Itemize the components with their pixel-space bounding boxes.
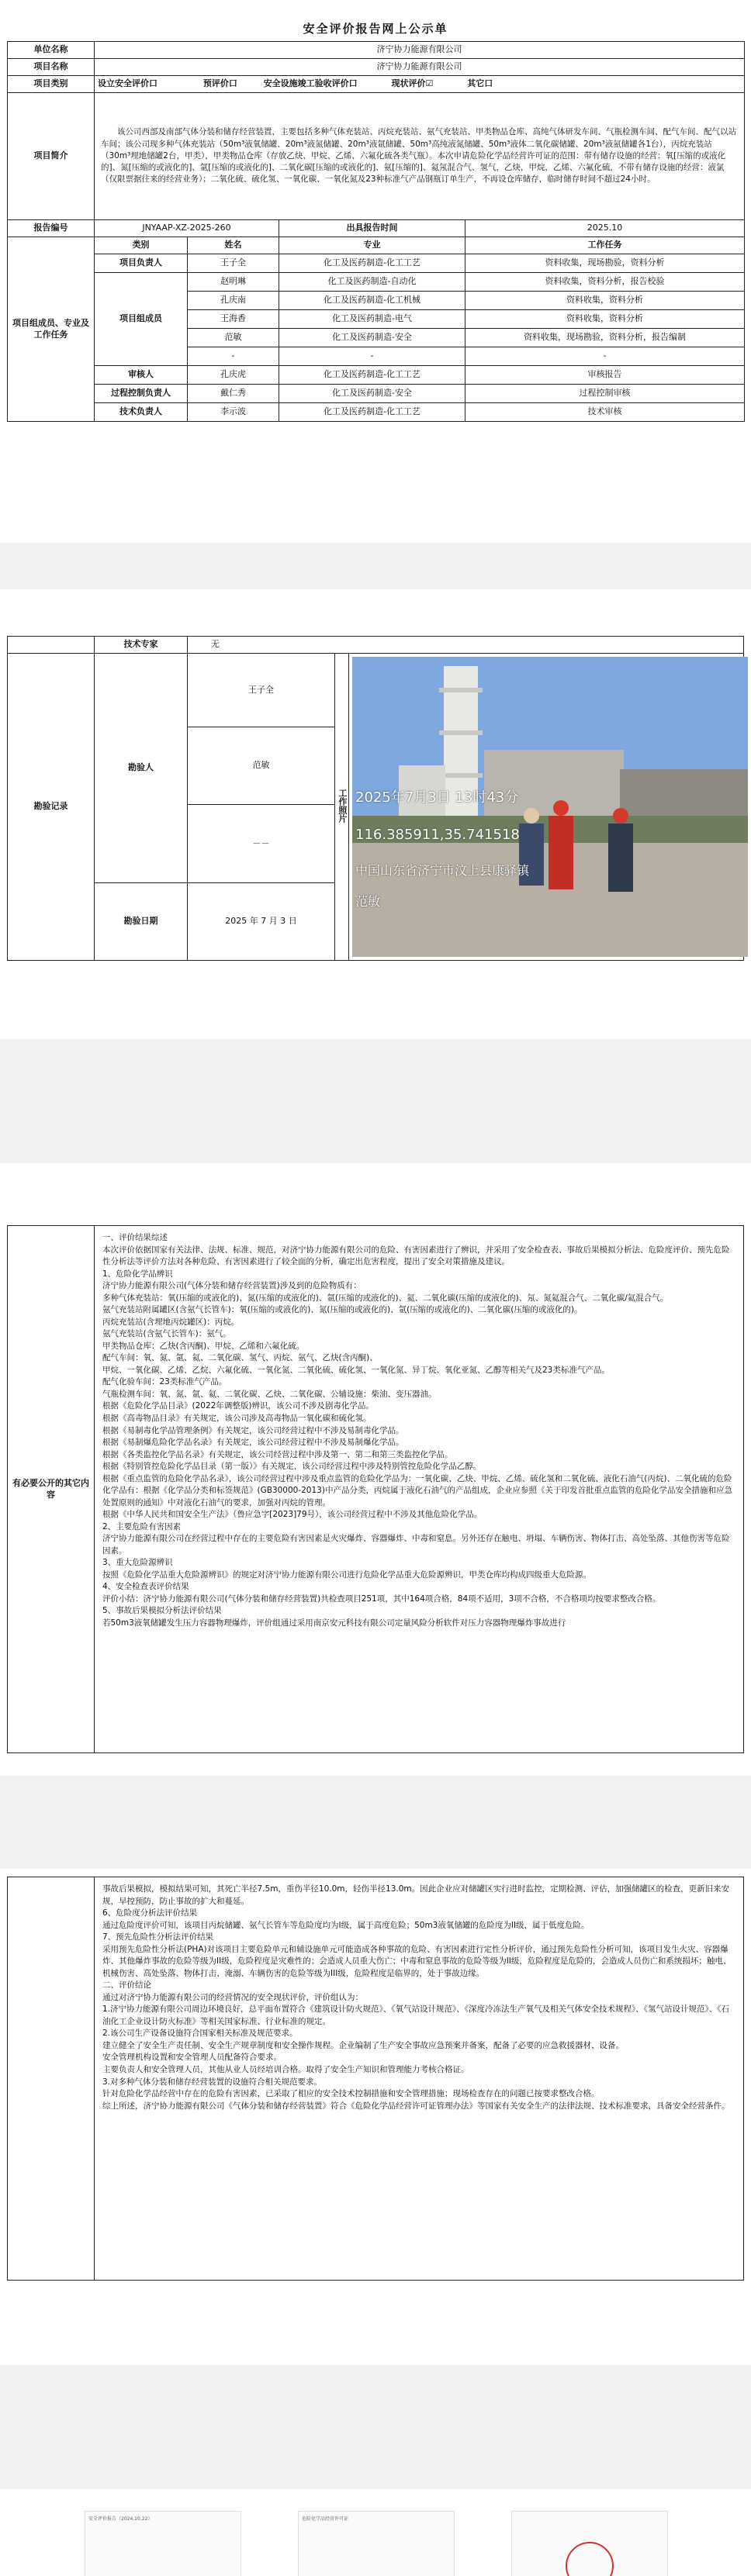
page-title: 安全评价报告网上公示单 bbox=[303, 22, 448, 36]
photo-person: 范敏 bbox=[355, 894, 381, 909]
staff-name: 李示波 bbox=[188, 403, 279, 422]
photo-time: 2025年7月3日 13时43分 bbox=[355, 789, 519, 806]
staff-task: 资料收集，现场勘验，资料分析，报告编制 bbox=[465, 329, 745, 347]
type-option: 安全设施竣工验收评价口 bbox=[263, 78, 358, 89]
staff-name: 孔庆南 bbox=[188, 292, 279, 310]
disclosure-paragraphs-continued: 事故后果模拟，模拟结果可知，其死亡半径7.5m，重伤半径10.0m，轻伤半径13.0m。因此企业应对储罐区实行进时监控，定期检测、评估，加强储罐区的检查，更新旧来安规，早控预防，防止事故的扩大和蔓延。 6、危险度分析法评价结果 通过危险度评价可知，该项目丙烷储罐、氨气长管车等危险度均为I级，属于高度危险；50m3液氧储罐的危险度为II级，属于低度危险。 7、预先危险性分析法评价结果 采用预先危险性分析法(PHA)对该项目主要危险单元和辅设施单元可能造成各种事故的危险、有害因素进行定性分析评价，通过预先危险性分析可知，该项目发生火灾、容器爆炸、其他爆炸事故的危险等级为II级，危险程度是灾难性的；会造成人员重大伤亡；中毒和窒息事故的危险等级为II级，危险程度是危险的，会造成人员伤亡和系统损坏；触电、机械伤害、高处坠落、物体打击、淹溺、车辆伤害的危险等级为III级，危险程度是临界的，处于事故边缘。 二、评价结论 通过对济宁协力能源有限公司的经营情况的安全现状评价，评价组认为： 1.济宁协力能源有限公司周边环境良好，总平面布置符合《建筑设计防火规范》、《氧气站设计规范》、《深度冷冻法生产氧气及相关气体安全技术规程》、《氢气站设计规范》、《石油化工企业设计防火标准》等相关国家标准、行业标准的规定。 2.该公司生产设备设施符合国家相关标准及规范要求。 建立健全了安全生产责任制、安全生产规章制度和安全操作规程。企业编制了生产安全事故应急预案并备案，配备了必要的应急救援器材、设备。 安全管理机构设置和安全管理人员配备符合要求。 主要负责人和安全管理人员，其他从业人员经培训合格。取得了安全生产知识和管理能力考核合格证。 3.对多种气体分装和储存经营装置的设施符合相关规范要求。 针对危险化学品经营中存在的危险有害因素，已采取了相应的安全技术控制措施和安全管理措施；现场检查存在的问题已按要求整改合格。 综上所述，济宁协力能源有限公司《气体分装和储存经营装置》符合《危险化学品经营许可证管理办法》等国家有关安全生产的法律法规、技术标准要求，具备安全经营条件。 bbox=[102, 1884, 732, 2111]
type-option: 预评价口 bbox=[202, 78, 237, 89]
staff-name: 赵明琳 bbox=[188, 273, 279, 292]
staff-task: 资料收集，资料分析 bbox=[465, 292, 745, 310]
page-3 bbox=[7, 1225, 744, 1753]
type-label: 项目类别 bbox=[8, 76, 95, 93]
unit-value: 济宁协力能源有限公司 bbox=[95, 42, 745, 59]
project-label: 项目名称 bbox=[8, 59, 95, 76]
table-row bbox=[8, 403, 745, 422]
disclosure-paragraphs: 一、评价结果综述 本次评价依据国家有关法律、法规、标准、规范，对济宁协力能源有限公司的危险、有害因素进行了辨识，并采用了安全检查表、事故后果模拟分析法、危险度评价、预先危险性分析法等评价方法对各种危险、有害因素进行了较全面的分析，确定出危害程度，提出了安全对策措施及建议。 1、危险化学品辨识 济宁协力能源有限公司(气体分装和储存经营装置)涉及到的危险物质有： 多种气体充装站：氧(压缩的或液化的)、氮(压缩的或液化的)、氩(压缩的或液化的)、氦、二氧化碳(压缩的或液化的)、氖、氮氦混合气、二氧化碳/氦混合气。 氨气充装站附属罐区(含氨气长管车)：氧(压缩的或液化的)、氮(压缩的或液化的)、氩(压缩的或液化的)、二氧化碳(压缩的或液化的)。 丙烷充装站(含埋地丙烷罐区)：丙烷。 氨气充装站(含氨气长管车)：氨气。 甲类物品仓库：乙炔(含丙酮)、甲烷、乙烯和六氟化硫。 配气车间：氧、氮、氩、氦、二氧化碳、氢气、丙烷、氨气、乙炔(含丙酮)、 甲烷、一氧化碳、乙烯、乙烷、六氟化硫、一氧化氮、二氧化硫、硫化氢、一氧化氮、异丁烷、氧化亚氮、乙醇等相关气及23类标准气产品。 配气化验车间：23类标准气产品。 气瓶检测车间：氧、氮、氩、氦、二氧化碳、乙炔、二氧化碳、公辅设施：柴油、变压器油。 根据《危险化学品目录》(2022年调整版)辨识，该公司不涉及剧毒化学品。 根据《高毒物品目录》有关规定，该公司涉及高毒物品一氧化碳和硫化氢。 根据《易制毒化学品管理条例》有关规定，该公司经营过程中不涉及易制毒化学品。 根据《易制爆危险化学品名录》有关规定，该公司经营过程中不涉及易制爆化学品。 根据《各类监控化学品名录》有关规定，该公司经营过程中涉及第一、第二和第三类监控化学品。 根据《特别管控危险化学品目录（第一版）》有关规定，该公司经营过程中涉及特别管控危险化学品乙醇。 根据《重点监管的危险化学品名录》，该公司经营过程中涉及重点监管的危险化学品为：一氧化碳、乙炔、甲烷、乙烯、硫化氢和二氧化硫、液化石油气(丙烷)、二氧化硫的危险化学品有：根据《化学品分类和标签规范》(GB30000-2013)中产品分类，丙烷属于液化石油气的产品组成，企业应参照《关于印发首批重点监管的危险化学品安全措施和应急处置原则的通知》中对液化石油气的要求，加强对丙烷的管理。 根据《中华人民共和国安全生产法》（鲁应急字[2023]79号），该公司经营过程中不涉及其他危险化学品。 2、主要危险有害因素 济宁协力能源有限公司在经营过程中存在的主要危险有害因素是火灾爆炸、容器爆炸、中毒和窒息。另外还存在触电、坍塌、车辆伤害、物体打击、高处坠落、其他伤害等危险因素。 3、重大危险源辨识 按照《危险化学品重大危险源辨识》的规定对济宁协力能源有限公司进行危险化学品重大危险源辨识，甲类仓库均构成四级重大危险源。 4、安全检查表评价结果 评价小结：济宁协力能源有限公司(气体分装和储存经营装置)共检查项目251项，其中164项合格，84项不适用，3项不合格，不合格项均按要求整改合格。 5、事故后果模拟分析法评价结果 若50m3液氧储罐发生压力容器物理爆炸，评价组通过采用南京安元科技有限公司定量风险分析软件对压力容器物理爆炸事故进行 bbox=[102, 1233, 732, 1628]
header-major: 专业 bbox=[279, 237, 465, 254]
staff-task: 资料收集，现场勘验，资料分析 bbox=[465, 254, 745, 273]
staff-major: 化工及医药制造-化工工艺 bbox=[279, 403, 465, 422]
staff-task: 审核报告 bbox=[465, 366, 745, 385]
staff-major: 化工及医药制造-安全 bbox=[279, 385, 465, 403]
intro-label: 项目简介 bbox=[8, 93, 95, 220]
photo-label-text: 工作照片 bbox=[337, 788, 348, 823]
project-value: 济宁协力能源有限公司 bbox=[95, 59, 745, 76]
page-3-continued bbox=[7, 1877, 744, 2281]
site-photo bbox=[352, 657, 748, 957]
surveyor-name: 范敏 bbox=[188, 727, 335, 805]
surveyor-name: －－ bbox=[188, 805, 335, 882]
page-4 bbox=[7, 2497, 744, 2576]
staff-name: 戴仁秀 bbox=[188, 385, 279, 403]
seal-thumbnail bbox=[511, 2511, 668, 2576]
type-option: 现状评价☑ bbox=[391, 78, 434, 89]
disclosure-text bbox=[95, 1226, 744, 1753]
staff-category: 项目负责人 bbox=[95, 254, 188, 273]
staff-task: 资料收集，资料分析 bbox=[465, 310, 745, 329]
survey-date: 2025 年 7 月 3 日 bbox=[188, 882, 335, 960]
type-option: 设立安全评价口 bbox=[98, 78, 157, 89]
staff-major: - bbox=[279, 347, 465, 366]
disclosure-table bbox=[7, 1225, 744, 1753]
staff-name: 范敏 bbox=[188, 329, 279, 347]
header-name: 姓名 bbox=[188, 237, 279, 254]
survey-date-label: 勘验日期 bbox=[95, 882, 188, 960]
type-options bbox=[95, 76, 745, 93]
document-thumbnail bbox=[298, 2511, 455, 2576]
staff-task: 技术审核 bbox=[465, 403, 745, 422]
staff-major: 化工及医药制造-安全 bbox=[279, 329, 465, 347]
table-row bbox=[8, 385, 745, 403]
staff-task: - bbox=[465, 347, 745, 366]
staff-category: 项目组成员 bbox=[95, 273, 188, 366]
report-date-label: 出具报告时间 bbox=[279, 220, 465, 237]
page-gap bbox=[0, 1776, 751, 1869]
table-row bbox=[8, 254, 745, 273]
staff-major: 化工及医药制造-化工工艺 bbox=[279, 366, 465, 385]
staff-name: 王海香 bbox=[188, 310, 279, 329]
staff-major: 化工及医药制造-化工工艺 bbox=[279, 254, 465, 273]
document-thumbnail bbox=[85, 2511, 241, 2576]
report-table bbox=[7, 41, 745, 422]
thumbnail-header: 危险化学品经营许可证 bbox=[302, 2516, 349, 2522]
page-gap bbox=[0, 1039, 751, 1163]
seal-icon bbox=[512, 2512, 667, 2576]
staff-name: - bbox=[188, 347, 279, 366]
disclosure-text-continued bbox=[95, 1877, 744, 2281]
page-gap bbox=[0, 543, 751, 589]
staff-category: 过程控制负责人 bbox=[95, 385, 188, 403]
photo-label bbox=[335, 654, 349, 961]
photo-coords: 116.385911,35.741518 bbox=[355, 827, 520, 843]
staff-name: 王子全 bbox=[188, 254, 279, 273]
staff-major: 化工及医药制造-电气 bbox=[279, 310, 465, 329]
report-number: JNYAAP-XZ-2025-260 bbox=[95, 220, 279, 237]
people-label: 勘验人 bbox=[95, 654, 188, 883]
report-date: 2025.10 bbox=[465, 220, 745, 237]
unit-label: 单位名称 bbox=[8, 42, 95, 59]
staff-major: 化工及医药制造-自动化 bbox=[279, 273, 465, 292]
header-category: 类别 bbox=[95, 237, 188, 254]
intro-text: 该公司西部及南部气体分装和储存经营装置，主要包括多种气体充装站、丙烷充装站、氨气充装站、甲类物品仓库、高纯气体研发车间、气瓶检测车间、配气车间、配气以站车间；该公司现多种气体充装站（50m³液氧储罐、20m³液氮储罐、20m³液氩储罐、50m³高纯液氮储罐、50m³液体二氧化碳储罐、20m³液氨储罐各1台），丙烷充装站（30m³埋地储罐2台，甲类），甲类物品仓库（存放乙炔、甲烷、乙烯、六氟化硫各类气瓶）。本次申请危险化学品经营许可证的范围：带有储存设施的经营：氧[压缩的或液化的]、氮[压缩的或液化的]、氩[压缩的或液化的]、二氧化碳[压缩的或液化的]、氨[压缩的]、氦氖混合气、氢气，乙炔，甲烷，乙烯、六氟化硫，不带有储存设施的经营：液氯（仅限票据往来的经营业务）；二氧化硫、硫化氢、一氧化碳、一氧化氮及23种标准气产品钢瓶订单生产，不再设仓库储存，临时储存时间不超过24小时。 bbox=[95, 93, 745, 220]
thumbnail-header: 安全评价报告（2024.10.22） bbox=[88, 2516, 153, 2522]
record-label: 勘验记录 bbox=[8, 654, 95, 961]
table-row bbox=[8, 273, 745, 292]
staff-task: 过程控制审核 bbox=[465, 385, 745, 403]
expert-value: 无 bbox=[188, 637, 744, 654]
report-number-label: 报告编号 bbox=[8, 220, 95, 237]
page-gap bbox=[0, 2365, 751, 2489]
staff-category: 审核人 bbox=[95, 366, 188, 385]
staff-task: 资料收集，资料分析，报告校验 bbox=[465, 273, 745, 292]
staff-major: 化工及医药制造-化工机械 bbox=[279, 292, 465, 310]
staff-category: 技术负责人 bbox=[95, 403, 188, 422]
staff-name: 孔庆虎 bbox=[188, 366, 279, 385]
photo-cell bbox=[349, 654, 744, 961]
type-option: 其它口 bbox=[467, 78, 493, 89]
page-2 bbox=[7, 636, 744, 961]
page-1 bbox=[7, 9, 744, 422]
survey-table bbox=[7, 636, 744, 961]
expert-label: 技术专家 bbox=[95, 637, 188, 654]
table-row bbox=[8, 366, 745, 385]
surveyor-name: 王子全 bbox=[188, 654, 335, 727]
disclosure-label: 有必要公开的其它内容 bbox=[8, 1226, 95, 1753]
header-task: 工作任务 bbox=[465, 237, 745, 254]
group-label: 项目组成员、专业及工作任务 bbox=[8, 237, 95, 422]
photo-place: 中国山东省济宁市汶上县康驿镇 bbox=[355, 863, 530, 878]
disclosure-table-continued bbox=[7, 1877, 744, 2281]
